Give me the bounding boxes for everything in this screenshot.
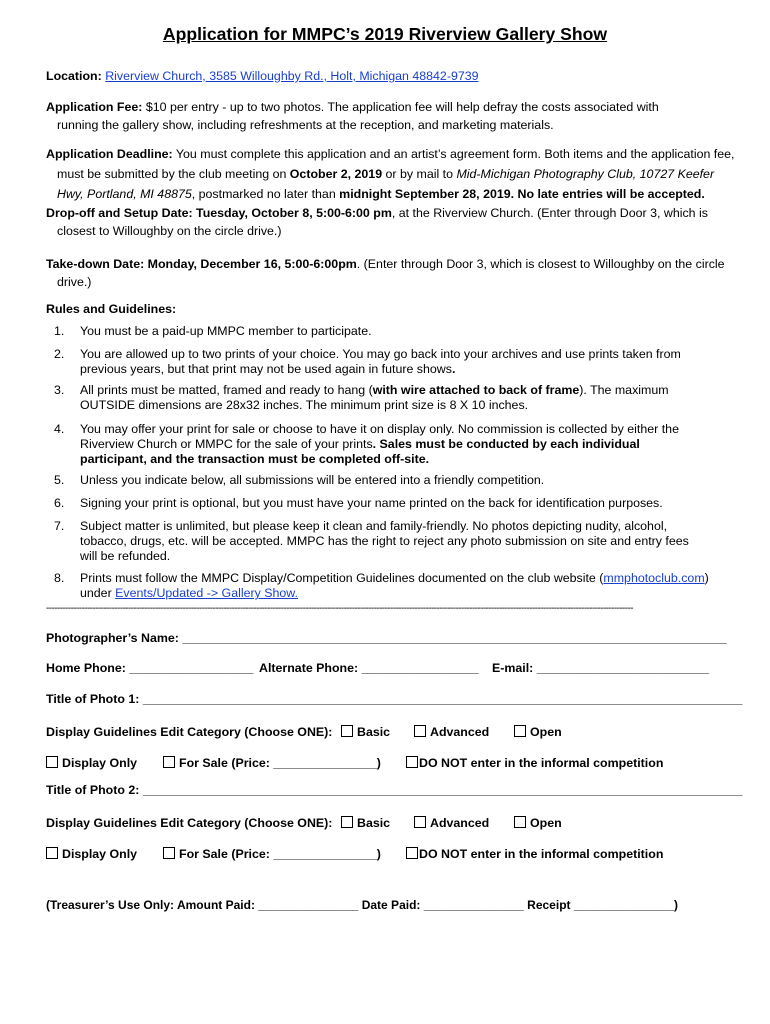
page-title: Application for MMPC’s 2019 Riverview Gallery Show <box>162 24 608 44</box>
rule-text: ) <box>704 571 709 585</box>
takedown-text: . (Enter through Door 3, which is closest to Willoughby on the circle <box>356 257 725 271</box>
location-line <box>46 68 751 86</box>
rule-text: You are allowed up to two prints of your choice. You may go back into your archives and use prints taken from <box>80 347 681 361</box>
rule-text: OUTSIDE dimensions are 28x32 inches. The minimum print size is 8 X 10 inches. <box>80 398 529 413</box>
checkbox[interactable] <box>46 756 58 768</box>
dropoff-text: , at the Riverview Church. (Enter through Door 3, which is <box>391 206 708 220</box>
deadline-text-3: or by mail to <box>382 167 457 181</box>
checkbox[interactable] <box>406 847 418 859</box>
rule-text: previous years, but that print may not be used again in future shows <box>80 362 452 377</box>
photo-2-title-field[interactable]: Title of Photo 2: _______________________________________________________________________________________ <box>46 783 743 797</box>
option-label: Open <box>530 816 562 830</box>
rule-text: Signing your print is optional, but you must have your name printed on the back for identification purposes. <box>80 496 663 510</box>
checkbox[interactable] <box>514 816 526 828</box>
photo-1-advanced-option[interactable] <box>414 725 489 739</box>
fee-label: Application Fee: <box>46 100 143 114</box>
rule-text: will be refunded. <box>80 549 171 564</box>
rules-heading: Rules and Guidelines: <box>46 302 177 316</box>
checkbox[interactable] <box>341 725 353 737</box>
treasurer-use-only[interactable]: (Treasurer’s Use Only: Amount Paid: _______________ Date Paid: _______________ Receipt _______________) <box>46 898 678 912</box>
deadline-text-2: must be submitted by the club meeting on <box>57 167 290 181</box>
deadline-mail-address: Mid-Michigan Photography Club, 10727 Keefer <box>456 167 715 181</box>
option-label: DO NOT enter in the informal competition <box>419 756 664 770</box>
rule-item-3: 3. All prints must be matted, framed and ready to hang (with wire attached to back of frame). The maximum OUTSIDE dimensions are 28x32 inches. The minimum print size is 8 X 10 inches. <box>80 383 740 413</box>
checkbox[interactable] <box>414 816 426 828</box>
rule-text: Subject matter is unlimited, but please keep it clean and family-friendly. No photos depicting nudity, alcohol, <box>80 519 668 533</box>
photo-2-basic-option[interactable] <box>341 816 390 830</box>
rule-item-5: 5. Unless you indicate below, all submissions will be entered into a friendly competition. <box>54 473 545 487</box>
deadline-text: You must complete this application and an artist’s agreement form. Both items and the application fee, <box>172 147 735 161</box>
option-label: For Sale (Price: _______________) <box>179 847 381 861</box>
rule-item-7: 7. Subject matter is unlimited, but please keep it clean and family-friendly. No photos depicting nudity, alcohol, tobacco, drugs, etc. will be accepted. MMPC has the right to reject any photo submission on site and entry fees will be refunded. <box>80 519 740 565</box>
dropoff-date <box>46 205 751 240</box>
rule-item-1: 1. You must be a paid-up MMPC member to participate. <box>54 324 372 338</box>
location-label: Location: <box>46 69 102 83</box>
rule-bold: with wire attached to back of frame <box>372 383 580 397</box>
application-fee <box>46 99 751 134</box>
rule-text: You may offer your print for sale or choose to have it on display only. No commission is collected by either the <box>80 422 679 436</box>
location-link[interactable]: Riverview Church, 3585 Willoughby Rd., Holt, Michigan 48842-9739 <box>105 69 479 83</box>
checkbox[interactable] <box>163 847 175 859</box>
photo-2-advanced-option[interactable] <box>414 816 489 830</box>
checkbox[interactable] <box>46 847 58 859</box>
photo-1-do-not-enter-option[interactable] <box>406 756 663 770</box>
option-label: Basic <box>357 725 391 739</box>
rule-text: tobacco, drugs, etc. will be accepted. MMPC has the right to reject any photo submission on site and entry fees <box>80 534 689 549</box>
deadline-meeting-date: October 2, 2019 <box>289 167 383 181</box>
photo-2-do-not-enter-option[interactable] <box>406 847 663 861</box>
option-label: For Sale (Price: _______________) <box>179 756 381 770</box>
rule-text: All prints must be matted, framed and ready to hang ( <box>80 383 373 397</box>
checkbox[interactable] <box>414 725 426 737</box>
photo-2-open-option[interactable] <box>514 816 562 830</box>
rule-text: Riverview Church or MMPC for the sale of your prints <box>80 437 373 452</box>
checkbox[interactable] <box>163 756 175 768</box>
takedown-date <box>46 256 751 291</box>
application-deadline <box>46 144 751 204</box>
photo-2-for-sale-option[interactable] <box>163 847 381 861</box>
photo-1-basic-option[interactable] <box>341 725 390 739</box>
deadline-postmark: midnight September 28, 2019. No late entries will be accepted. <box>339 187 705 201</box>
rule-item-8: 8. Prints must follow the MMPC Display/Competition Guidelines documented on the club website (mmphotoclub.com) under Events/Updated -> Gallery Show. <box>54 571 709 601</box>
deadline-label: Application Deadline: <box>46 147 173 161</box>
rule-bold: participant, and the transaction must be completed off-site. <box>80 452 430 467</box>
rule-text: Prints must follow the MMPC Display/Competition Guidelines documented on the club website ( <box>80 571 604 585</box>
dropoff-text-2: closest to Willoughby on the circle drive.) <box>57 223 282 238</box>
fee-text-2: running the gallery show, including refreshments at the reception, and marketing materials. <box>57 117 554 132</box>
club-website-link[interactable]: mmphotoclub.com <box>603 571 705 585</box>
gallery-show-link[interactable]: Events/Updated -> Gallery Show. <box>115 586 298 601</box>
separator-line: ----------------------------------------------------------------------------------------------------------------------------------------------------------------------------------------------------------------------- <box>46 603 633 614</box>
rule-item-6: 6. Signing your print is optional, but you must have your name printed on the back for identification purposes. <box>54 496 663 510</box>
photo-1-display-only-option[interactable] <box>46 756 137 770</box>
photographer-name-field[interactable]: Photographer’s Name: _______________________________________________________________________________ <box>46 631 727 645</box>
takedown-text-2: drive.) <box>57 274 92 289</box>
option-label: Advanced <box>430 725 490 739</box>
photo-2-display-only-option[interactable] <box>46 847 137 861</box>
option-label: Advanced <box>430 816 490 830</box>
option-label: Display Only <box>62 847 138 861</box>
photo-1-open-option[interactable] <box>514 725 562 739</box>
photo-1-for-sale-option[interactable] <box>163 756 381 770</box>
option-label: Basic <box>357 816 391 830</box>
option-label: DO NOT enter in the informal competition <box>419 847 664 861</box>
rule-text: Unless you indicate below, all submissions will be entered into a friendly competition. <box>80 473 545 487</box>
dropoff-label: Drop-off and Setup Date: Tuesday, October 8, 5:00-6:00 pm <box>46 206 392 220</box>
alternate-phone-field[interactable]: Alternate Phone: _________________ <box>259 661 479 675</box>
fee-text: $10 per entry - up to two photos. The application fee will help defray the costs associated with <box>142 100 659 114</box>
checkbox[interactable] <box>341 816 353 828</box>
photo-1-title-field[interactable]: Title of Photo 1: _______________________________________________________________________________________ <box>46 692 743 706</box>
rule-item-2: 2. You are allowed up to two prints of your choice. You may go back into your archives and use prints taken from previous years, but that print may not be used again in future shows. <box>80 347 740 377</box>
email-field[interactable]: E-mail: _________________________ <box>492 661 710 675</box>
rule-bold: Sales must be conducted by each individual <box>379 437 640 452</box>
checkbox[interactable] <box>514 725 526 737</box>
photo-2-category-label: Display Guidelines Edit Category (Choose ONE): <box>46 816 333 830</box>
rule-item-4: 4. You may offer your print for sale or choose to have it on display only. No commission is collected by either the Riverview Church or MMPC for the sale of your prints. Sales must be conducted by each individual participant, and the transaction must be completed off-site. <box>80 422 740 468</box>
deadline-text-4: , postmarked no later than <box>191 187 340 201</box>
photo-1-category-label: Display Guidelines Edit Category (Choose ONE): <box>46 725 333 739</box>
option-label: Display Only <box>62 756 138 770</box>
rule-text: under <box>80 586 116 601</box>
rule-text: ). The maximum <box>579 383 669 397</box>
takedown-label: Take-down Date: Monday, December 16, 5:00-6:00pm <box>46 257 357 271</box>
deadline-mail-address-2: Hwy, Portland, MI 48875 <box>57 187 192 201</box>
rule-text: You must be a paid-up MMPC member to participate. <box>80 324 372 338</box>
option-label: Open <box>530 725 562 739</box>
home-phone-field[interactable]: Home Phone: __________________ <box>46 661 254 675</box>
checkbox[interactable] <box>406 756 418 768</box>
